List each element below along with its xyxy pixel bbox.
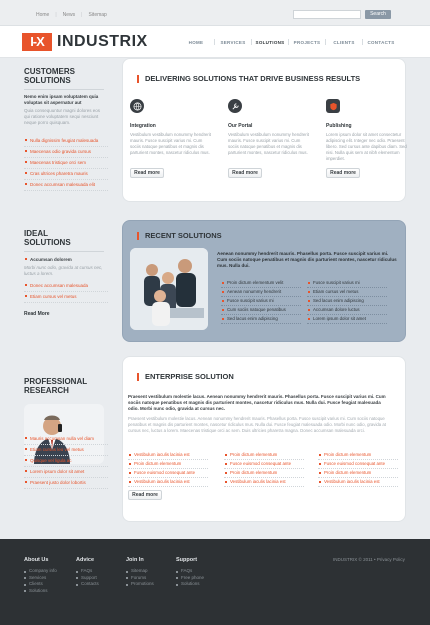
integration-column bbox=[130, 99, 212, 178]
customers-list bbox=[24, 136, 108, 191]
enterprise-panel bbox=[122, 356, 406, 522]
enterprise-list-3 bbox=[318, 451, 398, 487]
portal-read-more-button[interactable]: Read more bbox=[228, 168, 262, 178]
globe-icon bbox=[130, 99, 144, 113]
list-item[interactable]: Fusce suscipit varius mi bbox=[221, 297, 301, 306]
footer-link[interactable]: FAQs bbox=[176, 568, 204, 575]
footer-join bbox=[126, 557, 154, 588]
footer-link[interactable]: Clients bbox=[24, 581, 57, 588]
list-item[interactable]: Fusce euismod consequat ante bbox=[128, 469, 208, 478]
footer-support bbox=[176, 557, 204, 588]
list-item[interactable]: Vestibulum iaculis lacinia est bbox=[128, 451, 208, 460]
list-item[interactable]: Etiam cursus vel metus bbox=[24, 292, 108, 303]
footer-heading: Support bbox=[176, 557, 198, 563]
professional-title-1: PROFESSIONAL bbox=[24, 377, 88, 386]
list-item[interactable]: Cras ultrices pharetra mauris bbox=[24, 169, 108, 180]
enterprise-list-1 bbox=[128, 451, 208, 487]
list-item[interactable]: Sed lacus enim adipiscing bbox=[307, 297, 387, 306]
professional-title-2: RESEARCH bbox=[24, 386, 69, 395]
list-item[interactable]: Lorem ipsum dolor sit amet bbox=[24, 467, 108, 478]
copyright: INDUSTRIX © 2011 • Privacy Policy bbox=[333, 557, 405, 562]
enterprise-read-more-button[interactable]: Read more bbox=[128, 490, 162, 500]
delivering-title: DELIVERING SOLUTIONS THAT DRIVE BUSINESS RESULTS bbox=[137, 75, 360, 83]
top-nav bbox=[30, 12, 113, 18]
footer bbox=[0, 539, 430, 625]
top-bar bbox=[0, 0, 430, 26]
footer-heading: Join In bbox=[126, 557, 144, 563]
footer-heading: Advice bbox=[76, 557, 95, 563]
nav-solutions[interactable]: SOLUTIONS bbox=[255, 40, 285, 45]
footer-link[interactable]: Support bbox=[76, 575, 99, 582]
publishing-column bbox=[326, 99, 408, 178]
header bbox=[0, 26, 430, 58]
enterprise-intro: Praesent vestibulum molestie lacus. Aenean nonummy hendrerit mauris. Phasellus porta. Fusce suscipit varius mi. Cum sociis natoque penatibus et magnis dis parturient montes, nascetur ridiculus mus. Nulla dui. Fusce feugiat malesuada odio. Morbi nunc odio, gravida at cursus nec. bbox=[128, 394, 386, 411]
list-item[interactable]: Lorem ipsum dolor sit amet bbox=[307, 315, 387, 324]
footer-link[interactable]: Free phone bbox=[176, 575, 204, 582]
nav-home[interactable]: HOME bbox=[188, 40, 204, 45]
list-item[interactable]: Donec accumsan malesuada bbox=[24, 281, 108, 292]
footer-link[interactable]: Contacts bbox=[76, 581, 99, 588]
divider bbox=[24, 89, 104, 90]
search-input[interactable] bbox=[293, 10, 361, 19]
list-item[interactable]: Proin dictum elementum bbox=[224, 451, 304, 460]
ideal-title-2: SOLUTIONS bbox=[24, 238, 71, 247]
list-item[interactable]: Proin dictum elementum bbox=[318, 469, 398, 478]
publishing-text: Lorem ipsum dolor sit amet consectetur adipiscing elit. Integer nec odio. Praesent libero. Sed cursus ante dapibus diam. Sed nisi. Nulla quis sem at nibh elementum imperdiet. bbox=[326, 132, 407, 161]
list-item[interactable]: Cum sociis natoque penatibus bbox=[221, 306, 301, 315]
footer-heading: About Us bbox=[24, 557, 49, 563]
customers-intro: Nemo enim ipsam voluptatem quia voluptas sit aspernatur aut bbox=[24, 94, 99, 105]
recent-list-left bbox=[221, 279, 301, 324]
nav-clients[interactable]: CLIENTS bbox=[333, 40, 355, 45]
ideal-title-1: IDEAL bbox=[24, 229, 48, 238]
footer-link[interactable]: Services bbox=[24, 575, 57, 582]
footer-link[interactable]: Forums bbox=[126, 575, 154, 582]
footer-link[interactable]: Company info bbox=[24, 568, 57, 575]
ideal-list bbox=[24, 281, 108, 303]
recent-list-right bbox=[307, 279, 387, 324]
business-team-photo bbox=[130, 248, 208, 330]
list-item[interactable]: Proin dictum elementum velit bbox=[221, 279, 301, 288]
footer-link[interactable]: Sitemap bbox=[126, 568, 154, 575]
enterprise-list-2 bbox=[224, 451, 304, 487]
list-item[interactable]: Proin dictum elementum bbox=[224, 469, 304, 478]
footer-link[interactable]: Solutions bbox=[24, 588, 57, 595]
list-item[interactable]: Vestibulum iaculis lacinia est bbox=[224, 478, 304, 487]
list-item[interactable]: Aenean nonummy hendrerit bbox=[221, 288, 301, 297]
delivering-columns bbox=[130, 99, 408, 178]
list-item[interactable]: Donec accumsan malesuada elit bbox=[24, 180, 108, 191]
integration-text: Vestibulum vestibulum nonummy hendrerit mauris. Fusce suscipit varius mi. Cum sociis natoque penatibus et magnis dis parturient montes, nascetur ridiculus mus. bbox=[130, 132, 211, 155]
wrench-icon bbox=[228, 99, 242, 113]
nav-services[interactable]: SERVICES bbox=[220, 40, 246, 45]
list-item[interactable]: Etiam cursus vel metus bbox=[307, 288, 387, 297]
list-item[interactable]: Accumsan dolorem bbox=[24, 255, 108, 266]
ideal-read-more-link[interactable]: Read More bbox=[24, 311, 50, 317]
list-item[interactable]: Vestibulum iaculis lacinia est bbox=[128, 478, 208, 487]
list-item[interactable]: Maecenas tristique orci sem bbox=[24, 158, 108, 169]
top-nav-home[interactable]: Home bbox=[36, 12, 50, 18]
top-nav-news[interactable]: News bbox=[62, 12, 76, 18]
portal-column bbox=[228, 99, 310, 178]
recent-intro: Aenean nonummy hendrerit mauris. Phasellus porta. Fusce suscipit varius mi. Cum sociis natoque penatibus et magnis dis parturient montes, nascetur ridiculus mus. Nulla dui. bbox=[217, 251, 397, 268]
recent-title: RECENT SOLUTIONS bbox=[137, 232, 222, 240]
list-item[interactable]: Proin dictum elementum bbox=[128, 460, 208, 469]
customers-title-2: SOLUTIONS bbox=[24, 76, 71, 85]
list-item[interactable]: Fusce euismod consequat ante bbox=[318, 460, 398, 469]
list-item[interactable]: Sed lacus enim adipiscing bbox=[221, 315, 301, 324]
list-item[interactable]: Nulla dignissim feugiat malesuada bbox=[24, 136, 108, 147]
professional-list bbox=[24, 434, 108, 489]
integration-read-more-button[interactable]: Read more bbox=[130, 168, 164, 178]
ideal-text: Morbi nunc odio, gravida at cursus nec, luctus a lorem. bbox=[24, 265, 103, 276]
delivering-panel bbox=[122, 58, 406, 202]
list-item[interactable]: Vestibulum iaculis lacinia est bbox=[318, 478, 398, 487]
footer-link[interactable]: Promotions bbox=[126, 581, 154, 588]
customers-text: Quia consequuntur magni dolores eos qui ratione voluptatem sequi nesciunt neque porro quisquam. bbox=[24, 108, 101, 125]
separator: | bbox=[81, 12, 83, 18]
separator: | bbox=[55, 12, 57, 18]
list-item[interactable]: Quisque vel ligula ac bbox=[24, 456, 108, 467]
main-nav bbox=[178, 40, 399, 45]
list-item[interactable]: Etiam cursus leo vel metus bbox=[24, 445, 108, 456]
enterprise-text: Praesent vestibulum molestie lacus. Aenean nonummy hendrerit mauris. Phasellus porta. Fusce suscipit varius mi. Cum sociis natoque penatibus et magnis dis parturient montes, nascetur ridiculus mus. Nulla dui. Fusce feugiat malesuada odio. Morbi nunc odio, gravida at cursus nec, luctus a lorem. Maecenas tristique orci ac sem. Duis ultricies pharetra magna. Donec accumsan malesuada orci. bbox=[128, 416, 386, 433]
portal-title: Our Portal bbox=[228, 123, 253, 129]
shield-icon bbox=[326, 99, 340, 113]
logo-mark[interactable]: I-X bbox=[22, 33, 52, 51]
nav-contacts[interactable]: CONTACTS bbox=[367, 40, 395, 45]
customers-title-1: CUSTOMERS bbox=[24, 67, 75, 76]
list-item[interactable]: Fusce suscipit varius mi bbox=[307, 279, 387, 288]
list-item[interactable]: Fusce euismod consequat ante bbox=[224, 460, 304, 469]
footer-about bbox=[24, 557, 57, 594]
portal-text: Vestibulum vestibulum nonummy hendrerit mauris. Fusce suscipit varius mi. Cum sociis natoque penatibus et magnis dis parturient montes, nascetur ridiculus mus. bbox=[228, 132, 309, 155]
recent-panel bbox=[122, 220, 406, 342]
list-item[interactable]: Proin dictum elementum bbox=[318, 451, 398, 460]
top-nav-sitemap[interactable]: Sitemap bbox=[88, 12, 107, 18]
footer-link[interactable]: FAQs bbox=[76, 568, 99, 575]
list-item[interactable]: Praesent justo dolor lobortis bbox=[24, 478, 108, 489]
logo-text[interactable]: INDUSTRIX bbox=[57, 33, 148, 50]
enterprise-title: ENTERPRISE SOLUTION bbox=[137, 373, 234, 381]
list-item[interactable]: Mauris accumsan nulla vel diam bbox=[24, 434, 108, 445]
publishing-read-more-button[interactable]: Read more bbox=[326, 168, 360, 178]
divider bbox=[24, 251, 104, 252]
footer-advice bbox=[76, 557, 99, 588]
list-item[interactable]: Maecenas odio gravida cursus bbox=[24, 147, 108, 158]
list-item[interactable]: Accumsan dolore luctus bbox=[307, 306, 387, 315]
integration-title: Integration bbox=[130, 123, 156, 129]
nav-projects[interactable]: PROJECTS bbox=[293, 40, 321, 45]
publishing-title: Publishing bbox=[326, 123, 352, 129]
footer-link[interactable]: Solutions bbox=[176, 581, 204, 588]
search-button[interactable]: Search bbox=[365, 10, 391, 19]
